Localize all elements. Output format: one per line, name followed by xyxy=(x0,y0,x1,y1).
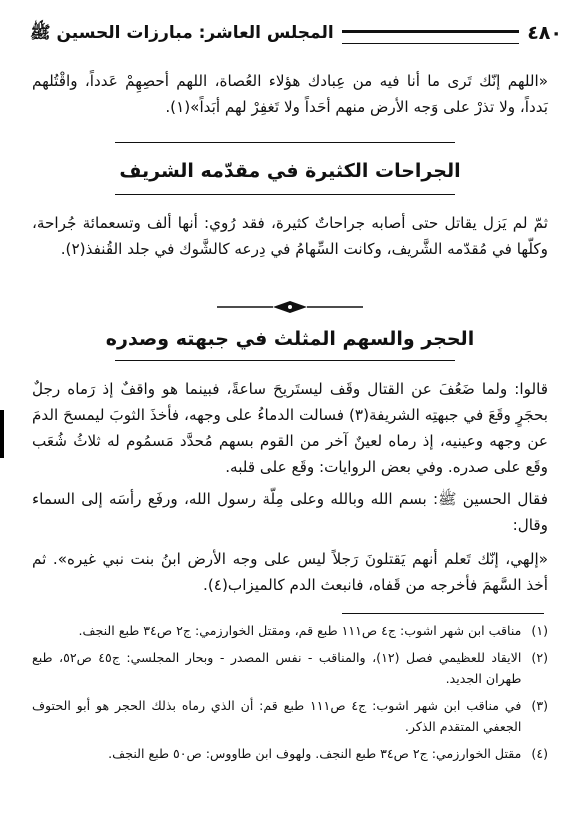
footnote-number: (١) xyxy=(531,623,548,638)
narration-paragraph: قالوا: ولما ضَعُفَ عن القتال وقَف ليستَريحَ ساعةً، فبينما هو واقفٌ إذ رَماه رجلٌ بحجَرٍ وقَعَ في جبهتِه الشريفة(٣) فسالت الدماءُ على وجهه، فأخذَ الثوبَ ليمسحَ الدمَ عن وجهه وعينيه، إذ رماه لعينٌ آخر من القوم بسهم مُحدَّد مَسمُوم له ثلاثُ شُعَب وقَع على صدره. وفي بعض الروايات: وقَع على قلبه. xyxy=(32,380,548,476)
footnote-item xyxy=(32,647,548,689)
honorific-symbol: ﷺ xyxy=(30,23,51,43)
footnote-number: (٤) xyxy=(531,746,548,761)
running-title xyxy=(30,22,334,47)
footnotes-list xyxy=(32,620,548,770)
supplication-paragraph: «اللهم إنّك تَرى ما أنا فيه من عِبادك هؤلاء العُصاة، اللهم أحصِهِمْ عَدداً، واقْتُلهم بَدداً، ولا تذرْ على وَجه الأرض منهم أحَداً ولا تَغفِرْ لهم أبَداً»(١). xyxy=(32,72,548,116)
husayn-speech-paragraph: فقال الحسين ﷺ: بسم الله وبالله وعلى مِلّة رسول الله، ورفَع رأسَه إلى السماء وقال: xyxy=(32,490,548,534)
page-header xyxy=(30,22,562,66)
footnote-item xyxy=(32,695,548,737)
section-heading-wounds: الجراحات الكثيرة في مقدّمه الشريف xyxy=(119,160,461,182)
footnote-text: الايقاد للعظيمي فصل (١٢)، والمناقب - نفس المصدر - وبحار المجلسي: ج٤٥ ص٥٢، طبع طهران الجديد. xyxy=(32,650,522,686)
footnote-text: مقتل الخوارزمي: ج٢ ص٣٤ طبع النجف. ولهوف ابن طاووس: ص٥٠ طبع النجف. xyxy=(108,746,522,761)
ornament-divider-icon xyxy=(215,300,365,314)
footnote-item xyxy=(32,743,548,764)
running-title-text: المجلس العاشر: مبارزات الحسين xyxy=(56,23,334,43)
header-rule xyxy=(342,30,520,44)
footnote-text: في مناقب ابن شهر اشوب: ج٤ ص١١١ طبع قم: أن الذي رماه بذلك الحجر هو أبو الحتوف الجعفي المتقدم الذكر. xyxy=(32,698,522,734)
section-rule-bottom-2 xyxy=(115,360,455,361)
footnote-number: (٣) xyxy=(531,698,548,713)
section-rule-top xyxy=(115,142,455,143)
section-heading-stone-arrow: الحجر والسهم المثلث في جبهته وصدره xyxy=(105,328,475,350)
footnote-rule xyxy=(342,613,544,614)
section-rule-bottom xyxy=(115,194,455,195)
footnote-item xyxy=(32,620,548,641)
wounds-paragraph: ثمّ لم يَزل يقاتل حتى أصابه جراحاتٌ كثيرة، فقد رُوي: أنها ألف وتسعمائة جُراحة، وكلّها في مُقدّمه الشَّريف، وكانت السِّهامُ في دِرعه كالشَّوك في جلد القُنفذ(٢). xyxy=(32,214,548,258)
scan-edge-mark xyxy=(0,410,4,458)
footnote-number: (٢) xyxy=(531,650,548,665)
page-number: ٤٨٠ xyxy=(527,22,562,44)
prayer-paragraph: «إلهي، إنّك تَعلم أنهم يَقتلونَ رَجلاً ليس على وجه الأرض ابنُ بنت نبي غيره». ثم أخذ السَّهمَ فأخرجه من قَفاه، فانبعث الدم كالميزاب(٤). xyxy=(32,550,548,594)
footnote-text: مناقب ابن شهر اشوب: ج٤ ص١١١ طبع قم، ومقتل الخوارزمي: ج٢ ص٣٤ طبع النجف. xyxy=(78,623,522,638)
